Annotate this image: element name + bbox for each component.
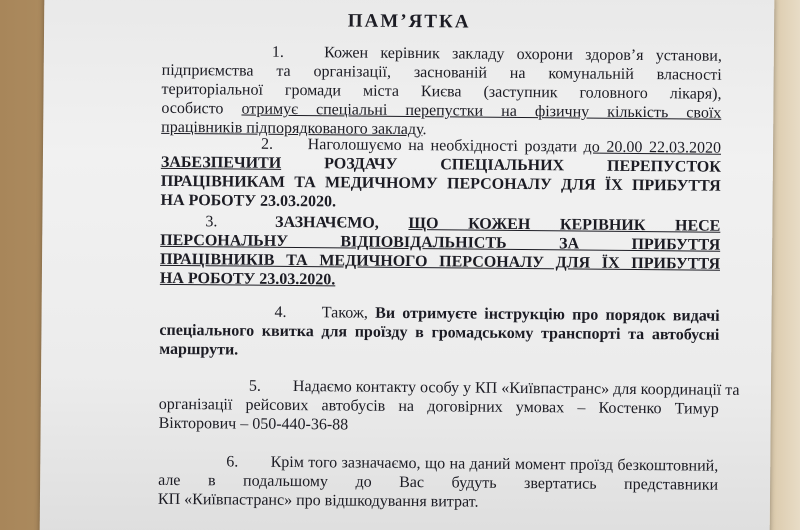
- p6-line-3: КП «Київпастранс» про відшкодування витрат.: [157, 490, 479, 511]
- p1-line-4: особисто отримує спеціальні перепустки на фізичну кількість своїх: [161, 99, 722, 122]
- p2-line-1: 2. Наголошуємо на необхідності роздати до 20.00 22.03.2020: [260, 135, 722, 157]
- p3-line-4: НА РОБОТУ 23.03.2020.: [159, 269, 336, 289]
- p3-line-2: ПЕРСОНАЛЬНУ ВІДПОВІДАЛЬНІСТЬ ЗА ПРИБУТТЯ: [160, 231, 721, 254]
- p6-line-2: але в подальшому до Вас будуть звертатись представники: [158, 471, 719, 494]
- p4-line-3: маршрути.: [159, 340, 239, 359]
- p4-line-1: 4. Також, Ви отримуєте інструкцію про порядок видачі: [274, 303, 720, 325]
- p2-line-3: ПРАЦІВНИКАМ ТА МЕДИЧНОМУ ПЕРСОНАЛУ ДЛЯ ЇХ ПРИБУТТЯ: [160, 172, 721, 195]
- paragraph-5: [158, 376, 740, 438]
- document-title: ПАМ’ЯТКА: [347, 10, 471, 33]
- p2-line-4: НА РОБОТУ 23.03.2020.: [160, 191, 337, 211]
- p1-line-5: працівників підпорядкованого закладу.: [161, 118, 427, 139]
- p1-line-3: територіальної громади міста Києва (заступник головного лікаря),: [161, 80, 722, 103]
- p5-line-1: 5. Надаємо контакту особу у КП «Київпастранс» для координації та: [248, 377, 740, 399]
- p1-line-2: підприємства та організації, заснованій на комунальній власності: [161, 61, 722, 84]
- p3-line-3: ПРАЦІВНИКІВ ТА МЕДИЧНОГО ПЕРСОНАЛУ ДЛЯ ЇХ ПРИБУТТЯ: [159, 250, 721, 273]
- paragraph-4: [159, 302, 719, 364]
- p6-line-1: 6. Крім того зазначаємо, що на даний момент проїзд безкоштовний,: [226, 453, 719, 475]
- p4-line-2: спеціального квитка для проїзду в громадському транспорті та автобусні: [159, 321, 720, 344]
- p1-line-1: 1. Кожен керівник закладу охорони здоров’я установи,: [271, 43, 722, 65]
- paragraph-1: [161, 42, 722, 142]
- paragraph-3: [160, 212, 721, 293]
- p3-line-1: 3. ЗАЗНАЧЄМО, ЩО КОЖЕН КЕРІВНИК НЕСЕ: [205, 213, 721, 235]
- paragraph-2: [160, 134, 721, 215]
- p2-line-2: ЗАБЕЗПЕЧИТИ РОЗДАЧУ СПЕЦІАЛЬНИХ ПЕРЕПУСТОК: [160, 153, 721, 176]
- memo-sheet: [40, 0, 775, 530]
- paragraph-6: [158, 452, 718, 514]
- p5-line-2: організації рейсових автобусів на договірних умовах – Костенко Тимур: [158, 395, 719, 418]
- p5-line-3: Вікторович – 050-440-36-88: [158, 414, 349, 434]
